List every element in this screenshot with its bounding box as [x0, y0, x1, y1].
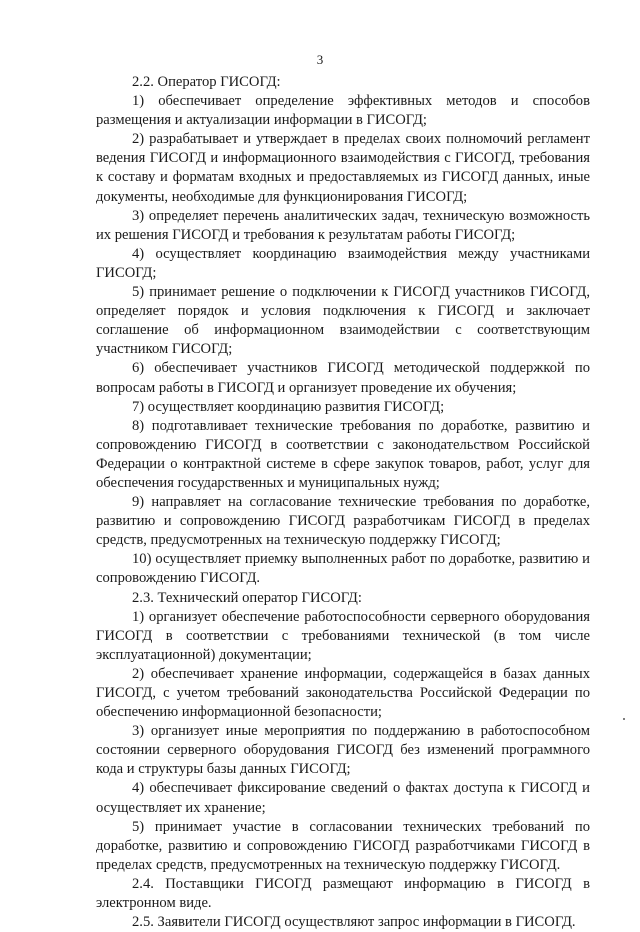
paragraph: 1) обеспечивает определение эффективных методов и способов размещения и актуализации информации в ГИСОГД;: [96, 93, 590, 129]
paragraph: 7) осуществляет координацию развития ГИСОГД;: [132, 398, 445, 415]
paragraph: 6) обеспечивает участников ГИСОГД методической поддержкой по вопросам работы в ГИСОГД и организует проведение их обучения;: [96, 360, 590, 396]
paragraph-2-4: 2.4. Поставщики ГИСОГД размещают информацию в ГИСОГД в электронном виде.: [96, 875, 590, 912]
paragraph: 5) принимает решение о подключении к ГИСОГД участников ГИСОГД, определяет порядок и условия подключения к ГИСОГД и заключает соглашение об информационном взаимодействии с соответствующим участником ГИСОГД;: [96, 284, 590, 358]
section-heading-2-3: 2.3. Технический оператор ГИСОГД:: [132, 589, 362, 606]
paragraph: 3) организует иные мероприятия по поддержанию в работоспособном состоянии серверного оборудования ГИСОГД без изменений программного кода и структуры базы данных ГИСОГД;: [96, 723, 590, 778]
paragraph: 2) обеспечивает хранение информации, содержащейся в базах данных ГИСОГД, с учетом требований законодательства Российской Федерации по обеспечению информационной безопасности;: [96, 665, 590, 721]
scan-speck: [623, 718, 625, 720]
paragraph: 2) разрабатывает и утверждает в пределах своих полномочий регламент ведения ГИСОГД и информационного взаимодействия с ГИСОГД, требования к составу и форматам входных и предоставляемых из ГИСОГД данных, иные документы, необходимые для функционирования ГИСОГД;: [96, 131, 590, 205]
section-heading-2-2: 2.2. Оператор ГИСОГД:: [132, 74, 281, 90]
paragraph: 4) осуществляет координацию взаимодействия между участниками ГИСОГД;: [96, 245, 590, 281]
paragraph: 3) определяет перечень аналитических задач, техническую возможность их решения ГИСОГД и требования к результатам работы ГИСОГД;: [96, 207, 590, 243]
paragraph: 1) организует обеспечение работоспособности серверного оборудования ГИСОГД в соответствии с требованиями технической (в том числе эксплуатационной) документации;: [96, 608, 590, 663]
paragraph-2-5: 2.5. Заявители ГИСОГД осуществляют запрос информации в ГИСОГД.: [132, 914, 576, 931]
paragraph: 4) обеспечивает фиксирование сведений о фактах доступа к ГИСОГД и осуществляет их хранение;: [96, 780, 590, 816]
document-body: [96, 73, 590, 932]
paragraph: 8) подготавливает технические требования по доработке, развитию и сопровождению ГИСОГД в соответствии с законодательством Российской Федерации о контрактной системе в сфере закупок товаров, работ, услуг для обеспечения государственных и муниципальных нужд;: [96, 417, 590, 491]
paragraph: 5) принимает участие в согласовании технических требований по доработке, развитию и сопровождению ГИСОГД разработчиками ГИСОГД в пределах средств, предусмотренных на техническую поддержку ГИСОГД.: [96, 818, 590, 873]
page-number: 3: [316, 52, 324, 67]
paragraph: 9) направляет на согласование технические требования по доработке, развитию и сопровождению ГИСОГД разработчикам ГИСОГД в пределах средств, предусмотренных на техническую поддержку ГИСОГД;: [96, 494, 590, 549]
paragraph: 10) осуществляет приемку выполненных работ по доработке, развитию и сопровождению ГИСОГД.: [96, 551, 590, 587]
